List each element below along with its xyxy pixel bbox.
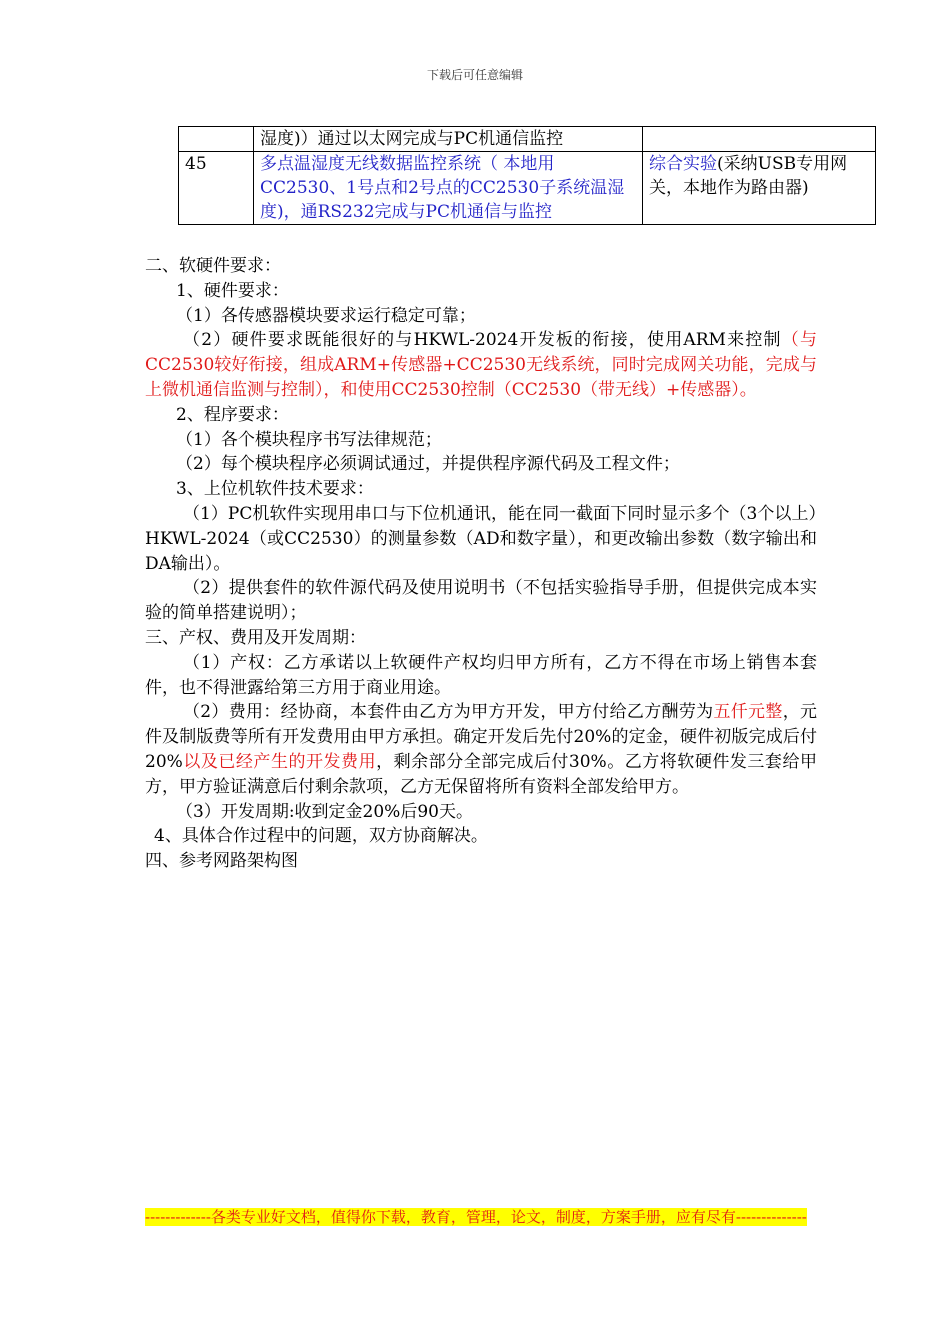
footer-banner: [145, 1207, 815, 1227]
document-body: [145, 254, 817, 874]
paragraph: （2）每个模块程序必须调试通过，并提供程序源代码及工程文件；: [176, 454, 680, 475]
highlighted-text: 以及已经产生的开发费用: [182, 751, 377, 772]
paragraph: [145, 700, 817, 799]
row-number: 45: [179, 152, 254, 225]
paragraph: （1）PC机软件实现用串口与下位机通讯，能在同一截面下同时显示多个（3个以上）HKWL-2024（或CC2530）的测量参数（AD和数字量），和更改输出参数（数字输出和DA输出）。: [145, 503, 817, 574]
paragraph-text: ，元件及制版费等所有开发费用由甲方承担。确定开发后先付20%的定金，硬件初版完成后付20%: [145, 702, 817, 772]
paragraph: （1）产权：乙方承诺以上软硬件产权均归甲方所有，乙方不得在市场上销售本套件，也不得泄露给第三方用于商业用途。: [145, 652, 817, 698]
row-note: [643, 127, 876, 152]
paragraph: [145, 328, 817, 402]
subsection-heading: 3、上位机软件技术要求：: [176, 479, 374, 500]
paragraph-text: （2）硬件要求既能很好的与HKWL-2024开发板的衔接，使用ARM来控制: [183, 330, 782, 351]
paragraph: （2）提供套件的软件源代码及使用说明书（不包括实验指导手册，但提供完成本实验的简单搭建说明）；: [145, 578, 817, 624]
row-description: 湿度)）通过以太网完成与PC机通信监控: [254, 127, 643, 152]
highlighted-text: （与CC2530较好衔接，组成ARM+传感器+CC2530无线系统，同时完成网关功能，完成与上微机通信监测与控制），和使用CC2530控制（CC2530（带无线）+传感器）。: [145, 330, 817, 400]
table-row: [179, 152, 876, 225]
page-header: 下载后可任意编辑: [426, 68, 523, 82]
paragraph: （3）开发周期:收到定金20%后90天。: [176, 801, 473, 822]
paragraph-text: （2）费用：经协商，本套件由乙方为甲方开发，甲方付给乙方酬劳为: [183, 702, 714, 723]
section-heading: 三、产权、费用及开发周期：: [145, 627, 366, 648]
section-heading: 二、软硬件要求：: [145, 256, 281, 276]
row-number: [179, 127, 254, 152]
paragraph: （1）各个模块程序书写法律规范；: [176, 429, 442, 450]
paragraph: 4、具体合作过程中的问题，双方协商解决。: [154, 826, 488, 847]
subsection-heading: 1、硬件要求：: [176, 280, 289, 301]
subsection-heading: 2、程序要求：: [176, 404, 289, 425]
row-note-category: 综合实验: [649, 154, 717, 174]
paragraph: （1）各传感器模块要求运行稳定可靠；: [176, 305, 476, 326]
highlighted-text: 五仟元整: [713, 702, 783, 723]
footer-text: -------------各类专业好文档，值得你下载，教育，管理，论文，制度，方案手册，应有尽有--------------: [145, 1208, 807, 1226]
paragraph-text: ，剩余部分全部完成后付30%。乙方将软硬件发三套给甲方，甲方验证满意后付剩余款项，乙方无保留将所有资料全部发给甲方。: [145, 751, 817, 797]
table-row: [179, 127, 876, 152]
project-table: [178, 126, 876, 225]
section-heading: 四、参考网路架构图: [145, 851, 298, 872]
row-note: [643, 152, 876, 225]
row-note-detail: (采纳USB专用网关，本地作为路由器): [649, 154, 848, 198]
row-description: 多点温湿度无线数据监控系统（ 本地用CC2530、1号点和2号点的CC2530子系统温湿度)，通RS232完成与PC机通信与监控: [254, 152, 643, 225]
